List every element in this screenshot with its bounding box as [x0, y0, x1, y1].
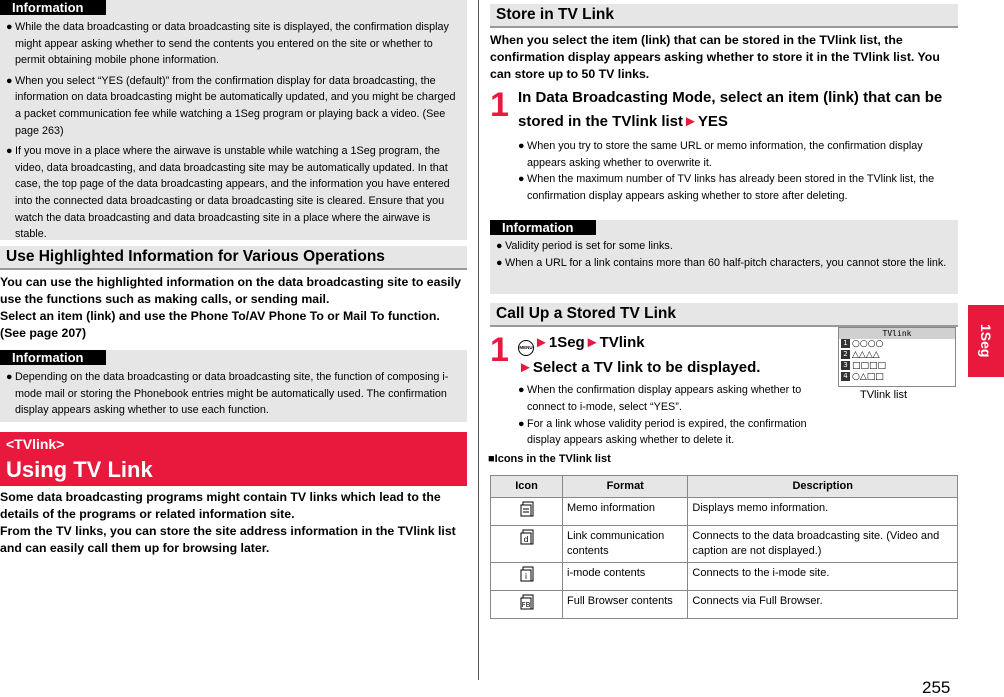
column-divider: [478, 0, 479, 680]
svg-text:d: d: [522, 534, 529, 544]
step-number: 1: [490, 331, 509, 370]
information-item: ● When you select “YES (default)” from the confirmation display for data broadcasting, the information on data broadcasting might be automatically updated, and you might be charged a packet communication fee while watching a 1Seg program or playing back a video. (See page 263): [6, 74, 456, 137]
left-column: [0, 0, 467, 557]
information-box-2: [0, 350, 467, 422]
banner-tag: <TVlink>: [6, 436, 65, 452]
step-note: ● When the maximum number of TV links has already been stored in the TVlink list, the confirmation display appears asking whether to store after deleting.: [518, 173, 935, 202]
column-header: Icon: [491, 475, 563, 497]
step-instruction: MENU►1Seg►TVlink ►Select a TV link to be displayed.: [518, 334, 761, 377]
table-row: [491, 525, 958, 562]
information-tag: Information: [490, 220, 596, 235]
callup-step-1: [490, 331, 830, 448]
side-tab-1seg: 1Seg: [968, 305, 1004, 377]
right-column: [490, 0, 958, 619]
table-row: [491, 497, 958, 525]
information-tag: Information: [0, 0, 106, 15]
table-cell: i-mode contents: [563, 562, 688, 590]
information-box-1: [0, 0, 467, 240]
column-header: Format: [563, 475, 688, 497]
link-comm-icon: [520, 529, 534, 545]
information-item: ● Validity period is set for some links.: [496, 240, 673, 253]
table-cell: Connects to the i-mode site.: [688, 562, 958, 590]
information-tag: Information: [0, 350, 106, 365]
step-notes: [518, 138, 958, 204]
table-cell: Link communication contents: [563, 525, 688, 562]
table-cell: Memo information: [563, 497, 688, 525]
imode-icon: [520, 566, 534, 582]
svg-text:i: i: [524, 571, 527, 581]
step-notes: [518, 382, 830, 448]
section-header-callup: Call Up a Stored TV Link: [490, 303, 958, 327]
screen-caption: TVlink list: [860, 389, 908, 401]
step-note: ● For a link whose validity period is expired, the confirmation display appears asking whether to delete it.: [518, 417, 807, 447]
table-header-row: [491, 475, 958, 497]
store-step-1: [490, 86, 958, 204]
step-instruction: In Data Broadcasting Mode, select an item (link) that can be stored in the TVlink list►YES: [518, 89, 943, 130]
step-note: ● When the confirmation display appears asking whether to connect to i-mode, select “YES”.: [518, 384, 802, 413]
table-row: [491, 590, 958, 618]
section-header-store: Store in TV Link: [490, 4, 958, 28]
tvlink-banner: [0, 432, 467, 486]
icons-table: [490, 475, 958, 619]
tvlink-intro: Some data broadcasting programs might contain TV links which lead to the details of the programs or related information site. From the TV links, you can store the site address information in the TVlink list and can easily call them up for browsing later.: [0, 490, 456, 555]
table-cell: Displays memo information.: [688, 497, 958, 525]
information-list: [6, 19, 461, 243]
information-item: ● When a URL for a link contains more than 60 half-pitch characters, you cannot store the link.: [496, 256, 947, 269]
information-item: ● While the data broadcasting or data broadcasting site is displayed, the confirmation display might appear asking whether to send the contents you entered on the site or whether to permit obtaining mobile phone information.: [6, 21, 449, 67]
screen-row: 3 □□□□: [839, 361, 955, 372]
information-box-3: [490, 220, 958, 294]
icons-heading: ■Icons in the TVlink list: [488, 452, 611, 465]
memo-info-icon: [520, 501, 534, 517]
screen-header: TVlink: [839, 328, 955, 339]
page-number: 255: [922, 678, 951, 697]
table-cell: Full Browser contents: [563, 590, 688, 618]
information-list: [496, 238, 952, 271]
tvlink-list-screen: [838, 327, 956, 387]
highlight-section-body: You can use the highlighted information on the data broadcasting site to easily use the functions such as making calls, or sending mail. Select an item (link) and use the Phone To/AV Phone To or Mail To function. (See page 207): [0, 275, 461, 340]
step-number: 1: [490, 86, 509, 124]
information-list: [6, 369, 461, 419]
information-item: ● Depending on the data broadcasting or data broadcasting site, the function of composing i-mode mail or storing the Phonebook entries might be automatically used. The confirmation display appears asking whether to use each function.: [6, 371, 449, 417]
screen-row: 1 ○○○○: [839, 339, 955, 350]
svg-text:FB: FB: [521, 600, 530, 609]
step-note: ● When you try to store the same URL or memo information, the confirmation display appears asking whether to overwrite it.: [518, 140, 923, 169]
table-row: [491, 562, 958, 590]
banner-title: Using TV Link: [6, 457, 153, 482]
information-item: ● If you move in a place where the airwave is unstable while watching a 1Seg program, the video, data broadcasting, and data broadcasting site may be automatically updated. In that case, the top page of the data broadcasting appears, and the information you have entered into the connected data broadcasting or data broadcasting site is cleared. Ensure that you watch the data broadcasting and data broadcasting site in a place where the airwave is stable.: [6, 145, 450, 241]
menu-key-icon: MENU: [518, 340, 534, 356]
section-header-highlighted-info: Use Highlighted Information for Various Operations: [0, 246, 467, 270]
table-cell: Connects via Full Browser.: [688, 590, 958, 618]
store-intro: When you select the item (link) that can be stored in the TVlink list, the confirmation display appears asking whether to store it in the TVlink list. You can store up to 50 TV links.: [490, 33, 940, 81]
screen-row: 2 △△△△: [839, 350, 955, 361]
full-browser-icon: [520, 594, 534, 610]
screen-row: 4 ○△□□: [839, 372, 955, 383]
column-header: Description: [688, 475, 958, 497]
table-cell: Connects to the data broadcasting site. (Video and caption are not displayed.): [688, 525, 958, 562]
